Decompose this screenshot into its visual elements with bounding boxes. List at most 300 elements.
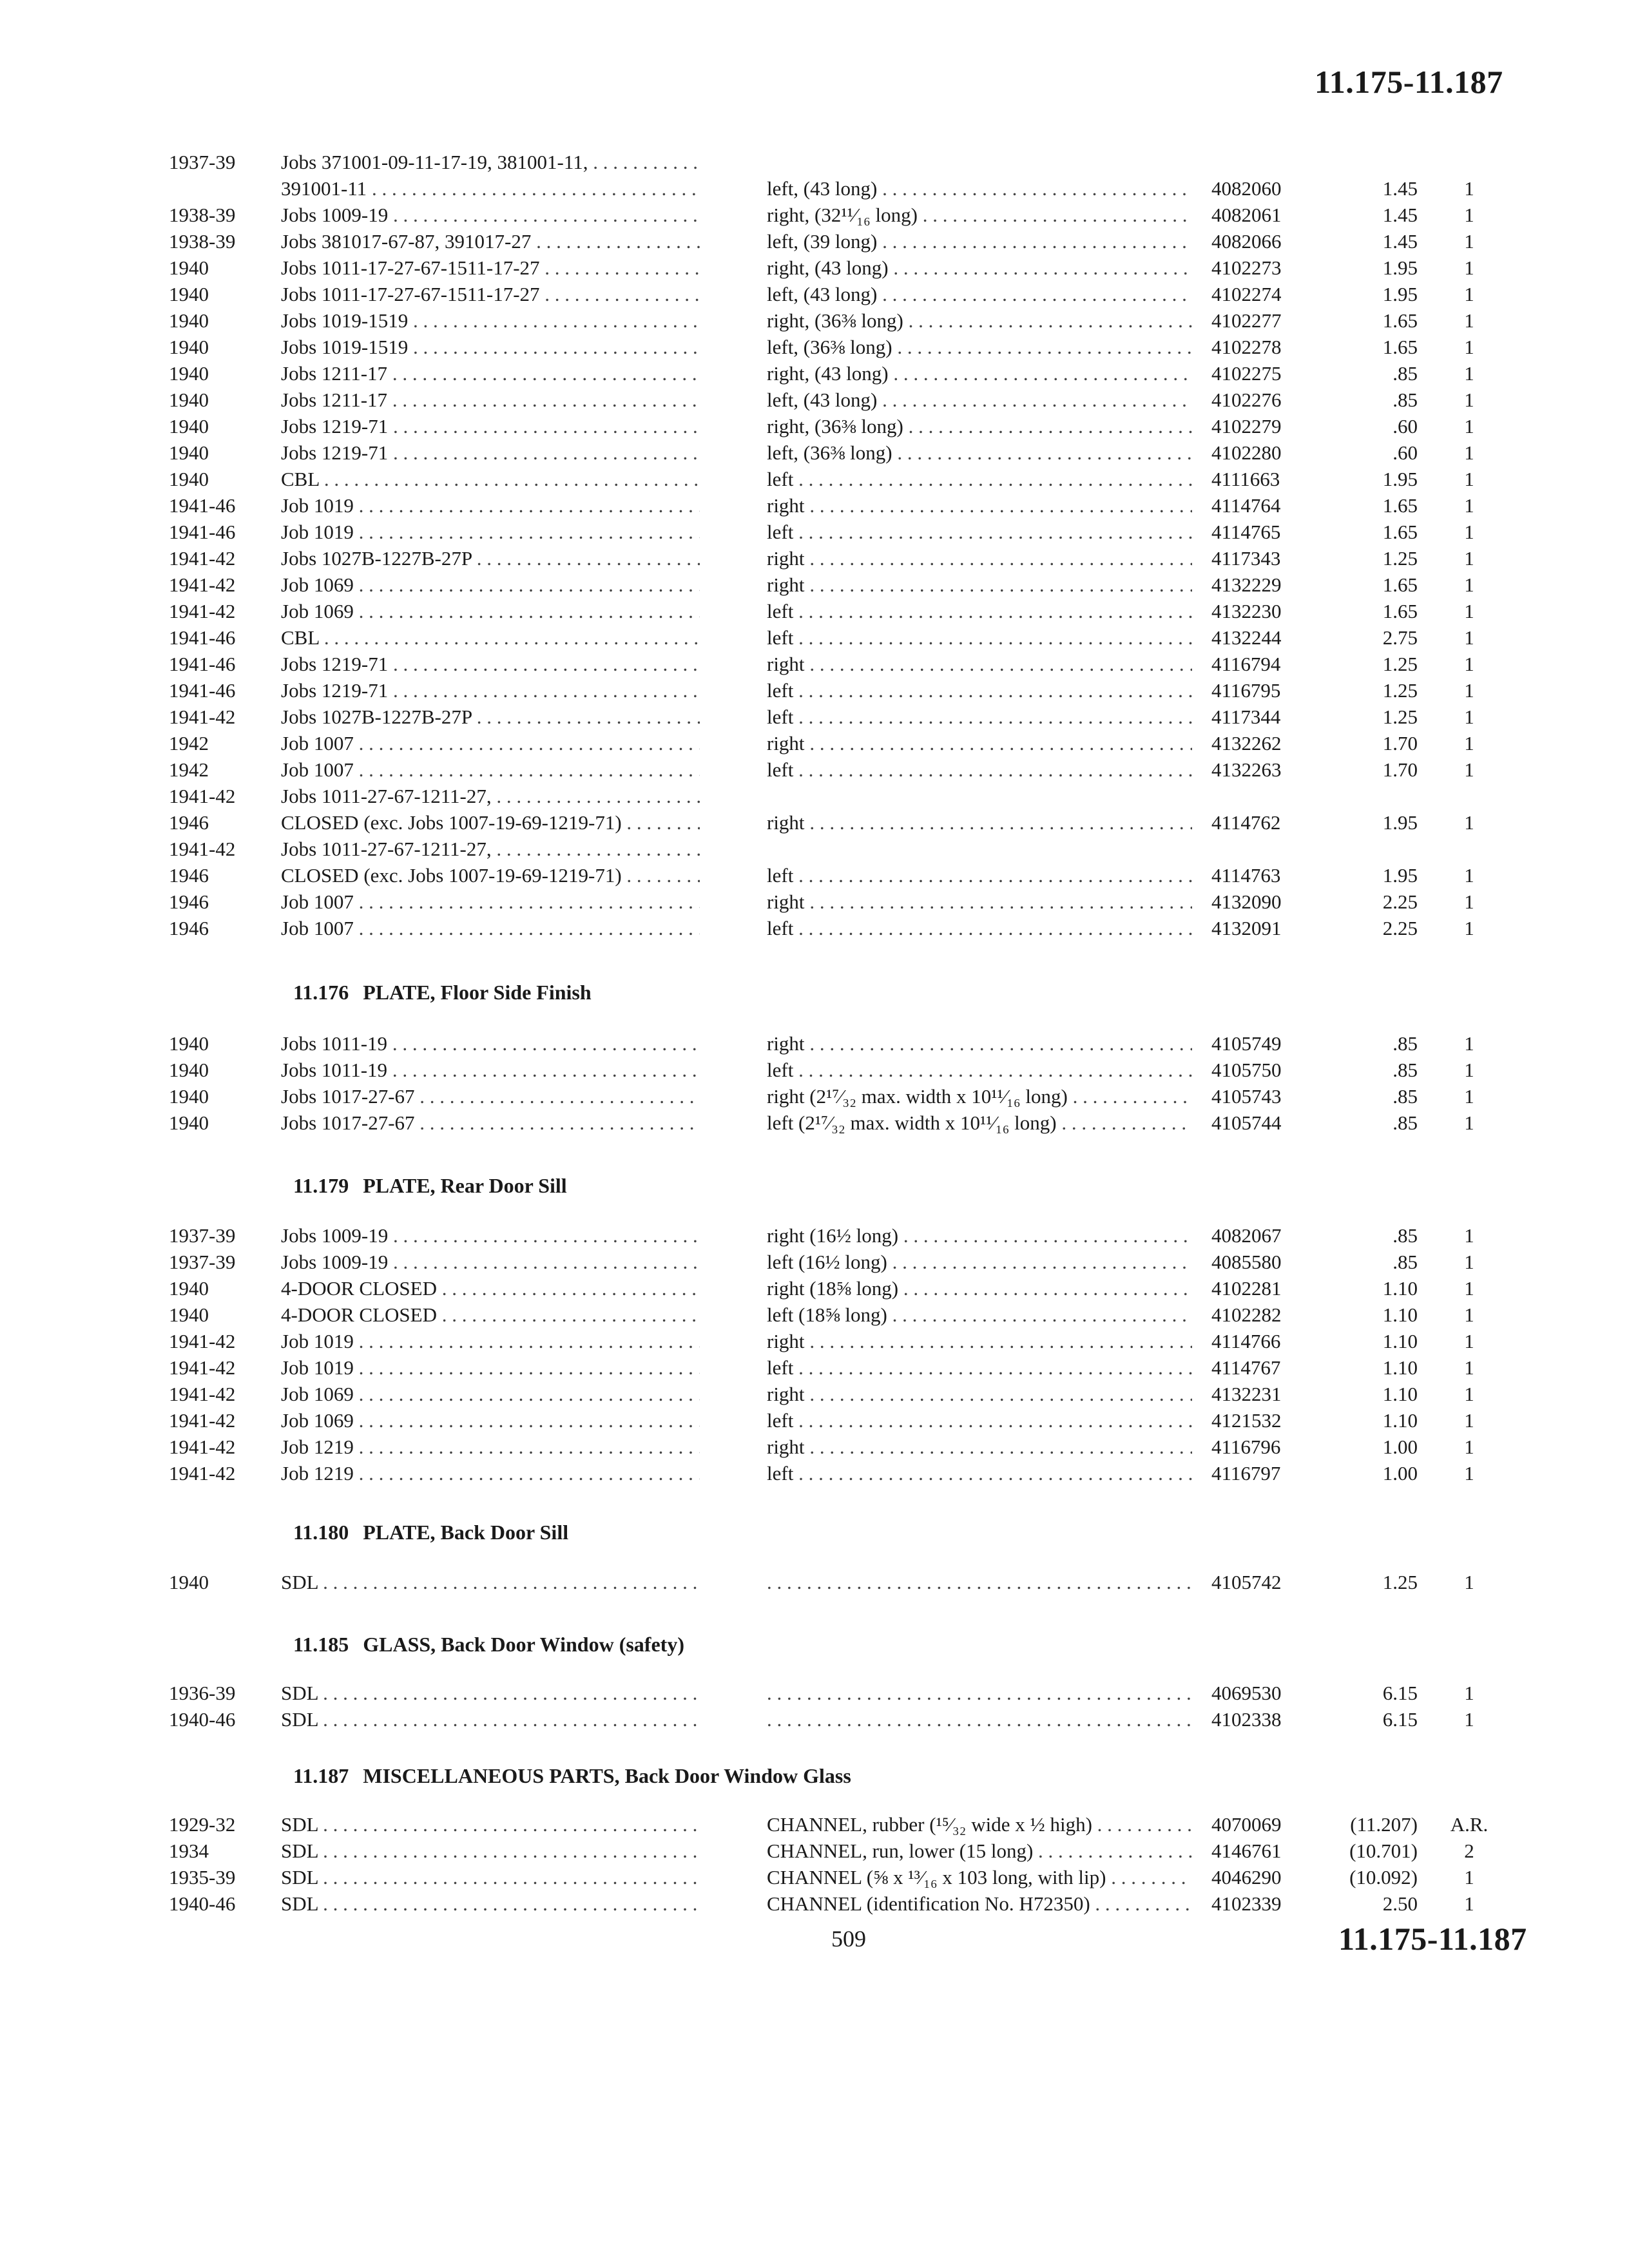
section-number: 11.180 [293, 1521, 349, 1544]
model-years: 1940-46 [169, 1892, 236, 1915]
part-description: right, (43 long) . . . [767, 361, 1192, 387]
application: SDL . . . [281, 1865, 700, 1890]
list-price: 1.10 [1382, 1383, 1418, 1405]
model-years: 1941-42 [169, 573, 236, 596]
model-years: 1941-42 [169, 1462, 236, 1485]
part-description: right . . . [767, 1381, 1192, 1407]
quantity: 1 [1464, 917, 1474, 939]
section-heading-11-187 [293, 1764, 851, 1788]
model-years: 1940 [169, 309, 209, 332]
list-price: 6.15 [1382, 1708, 1418, 1731]
list-price: .60 [1393, 415, 1418, 437]
part-description: CHANNEL (identification No. H72350) . . . [767, 1891, 1192, 1917]
part-description: right, (32¹¹⁄₁₆ long) . . . [767, 202, 1192, 228]
list-price: 1.95 [1382, 811, 1418, 834]
list-price: .85 [1393, 1251, 1418, 1273]
model-years: 1941-46 [169, 521, 236, 543]
list-price: 6.15 [1382, 1682, 1418, 1704]
list-price: 1.70 [1382, 758, 1418, 781]
part-number: 4132091 [1211, 917, 1282, 939]
part-description: right, (43 long) . . . [767, 255, 1192, 281]
model-years: 1937-39 [169, 1251, 236, 1273]
part-number: 4114767 [1211, 1356, 1281, 1379]
list-price: 1.95 [1382, 256, 1418, 279]
quantity: 1 [1464, 1251, 1474, 1273]
model-years: 1941-42 [169, 1383, 236, 1405]
quantity: 1 [1464, 1032, 1474, 1055]
part-number: 4102282 [1211, 1303, 1282, 1326]
part-description: right . . . [767, 493, 1192, 519]
part-description: left (16½ long) . . . [767, 1249, 1192, 1275]
section-heading-11-176 [293, 981, 592, 1004]
quantity: 1 [1464, 204, 1474, 226]
model-years: 1946 [169, 917, 209, 939]
application: SDL . . . [281, 1838, 700, 1864]
part-number: 4046290 [1211, 1866, 1282, 1888]
list-price: 1.10 [1382, 1356, 1418, 1379]
part-number: 4085580 [1211, 1251, 1282, 1273]
part-description: right . . . [767, 810, 1192, 836]
list-price: 1.25 [1382, 547, 1418, 570]
part-number: 4111663 [1211, 468, 1280, 490]
part-description: right . . . [767, 889, 1192, 915]
quantity: 1 [1464, 362, 1474, 385]
application: Job 1007 . . . [281, 916, 700, 941]
quantity: 1 [1464, 1462, 1474, 1485]
part-description: left . . . [767, 1355, 1192, 1381]
part-number: 4105742 [1211, 1571, 1282, 1593]
quantity: 1 [1464, 1892, 1474, 1915]
model-years: 1942 [169, 758, 209, 781]
application: CBL . . . [281, 466, 700, 492]
quantity: 1 [1464, 1356, 1474, 1379]
part-number: 4121532 [1211, 1409, 1282, 1432]
part-number: 4114763 [1211, 864, 1281, 887]
model-years: 1941-42 [169, 1436, 236, 1458]
list-price: 1.25 [1382, 706, 1418, 728]
quantity: 1 [1464, 415, 1474, 437]
list-price: 1.25 [1382, 679, 1418, 702]
list-price: 1.65 [1382, 573, 1418, 596]
part-number: 4102279 [1211, 415, 1282, 437]
list-price: (10.092) [1349, 1866, 1418, 1888]
quantity: 1 [1464, 283, 1474, 305]
quantity: 1 [1464, 1409, 1474, 1432]
quantity: 1 [1464, 1277, 1474, 1300]
model-years: 1940 [169, 1303, 209, 1326]
quantity: 1 [1464, 256, 1474, 279]
list-price: 1.95 [1382, 283, 1418, 305]
model-years: 1941-46 [169, 626, 236, 649]
application: Job 1019 . . . [281, 1355, 700, 1381]
section-title: GLASS, Back Door Window (safety) [363, 1633, 684, 1656]
application: Jobs 1017-27-67 . . . [281, 1084, 700, 1110]
quantity: 1 [1464, 1303, 1474, 1326]
part-number: 4132262 [1211, 732, 1282, 754]
part-description: right . . . [767, 651, 1192, 677]
model-years: 1938-39 [169, 230, 236, 253]
part-description: left . . . [767, 757, 1192, 783]
model-years: 1938-39 [169, 204, 236, 226]
part-number: 4102276 [1211, 389, 1282, 411]
part-description: left . . . [767, 863, 1192, 889]
part-description: left . . . [767, 519, 1192, 545]
list-price: 1.65 [1382, 336, 1418, 358]
quantity: 1 [1464, 1085, 1474, 1108]
part-description: left . . . [767, 916, 1192, 941]
application: Jobs 371001-09-11-17-19, 381001-11, . . . [281, 149, 700, 175]
model-years: 1941-46 [169, 494, 236, 517]
quantity: 1 [1464, 1436, 1474, 1458]
list-price: 1.00 [1382, 1436, 1418, 1458]
application: Job 1069 . . . [281, 1381, 700, 1407]
model-years: 1942 [169, 732, 209, 754]
list-price: 1.25 [1382, 1571, 1418, 1593]
application: Jobs 1211-17 . . . [281, 361, 700, 387]
part-number: 4132230 [1211, 600, 1282, 622]
part-number: 4132263 [1211, 758, 1282, 781]
part-number: 4102281 [1211, 1277, 1282, 1300]
application: Jobs 1011-17-27-67-1511-17-27 . . . [281, 282, 700, 307]
part-description: left (18⅝ long) . . . [767, 1302, 1192, 1328]
quantity: 1 [1464, 679, 1474, 702]
part-description [767, 1570, 1192, 1595]
quantity: 1 [1464, 864, 1474, 887]
part-number: 4102278 [1211, 336, 1282, 358]
list-price: 2.25 [1382, 917, 1418, 939]
application: Jobs 1011-27-67-1211-27, . . . [281, 836, 700, 862]
quantity: 1 [1464, 626, 1474, 649]
list-price: .60 [1393, 441, 1418, 464]
quantity: 1 [1464, 494, 1474, 517]
part-number: 4114762 [1211, 811, 1281, 834]
part-description [767, 1680, 1192, 1706]
list-price: 1.45 [1382, 230, 1418, 253]
list-price: (10.701) [1349, 1840, 1418, 1862]
part-description: left, (43 long) . . . [767, 387, 1192, 413]
part-description: left . . . [767, 678, 1192, 704]
part-description: left, (36⅜ long) . . . [767, 440, 1192, 466]
model-years: 1941-42 [169, 1330, 236, 1352]
list-price: 1.10 [1382, 1303, 1418, 1326]
part-description: left, (43 long) . . . [767, 176, 1192, 202]
list-price: 1.45 [1382, 177, 1418, 200]
part-description: right (18⅝ long) . . . [767, 1276, 1192, 1302]
model-years: 1946 [169, 890, 209, 913]
application: Jobs 1011-19 . . . [281, 1057, 700, 1083]
model-years: 1929-32 [169, 1813, 236, 1836]
section-heading-11-185 [293, 1633, 684, 1657]
application: Job 1019 . . . [281, 493, 700, 519]
list-price: 1.00 [1382, 1462, 1418, 1485]
page-reference-bottom: 11.175-11.187 [1338, 1921, 1527, 1957]
model-years: 1941-42 [169, 1409, 236, 1432]
model-years: 1941-42 [169, 706, 236, 728]
quantity: 1 [1464, 230, 1474, 253]
model-years: 1940-46 [169, 1708, 236, 1731]
part-number: 4132229 [1211, 573, 1282, 596]
application: Jobs 1019-1519 . . . [281, 334, 700, 360]
part-description: right . . . [767, 572, 1192, 598]
list-price: .85 [1393, 389, 1418, 411]
quantity: 1 [1464, 1866, 1474, 1888]
application: Jobs 1019-1519 . . . [281, 308, 700, 334]
list-price: .85 [1393, 1111, 1418, 1134]
application: Jobs 1011-17-27-67-1511-17-27 . . . [281, 255, 700, 281]
part-description: left . . . [767, 1057, 1192, 1083]
quantity: 1 [1464, 732, 1474, 754]
part-number: 4102339 [1211, 1892, 1282, 1915]
application-continued: CLOSED (exc. Jobs 1007-19-69-1219-71) . . . [281, 863, 700, 889]
application: Job 1007 . . . [281, 757, 700, 783]
quantity: 1 [1464, 1224, 1474, 1247]
list-price: 2.50 [1382, 1892, 1418, 1915]
application: Jobs 1219-71 . . . [281, 651, 700, 677]
application: Jobs 1011-27-67-1211-27, . . . [281, 783, 700, 809]
quantity: 1 [1464, 1111, 1474, 1134]
list-price: 1.10 [1382, 1330, 1418, 1352]
quantity: 1 [1464, 441, 1474, 464]
quantity: 1 [1464, 177, 1474, 200]
part-description: right . . . [767, 1329, 1192, 1354]
application: Jobs 1017-27-67 . . . [281, 1110, 700, 1136]
application: SDL . . . [281, 1680, 700, 1706]
model-years: 1941-42 [169, 547, 236, 570]
application: Job 1069 . . . [281, 1408, 700, 1434]
application: Jobs 1011-19 . . . [281, 1031, 700, 1057]
model-years: 1940 [169, 362, 209, 385]
part-number: 4070069 [1211, 1813, 1282, 1836]
list-price: (11.207) [1350, 1813, 1418, 1836]
quantity: 1 [1464, 1571, 1474, 1593]
part-number: 4132244 [1211, 626, 1282, 649]
list-price: 1.65 [1382, 494, 1418, 517]
quantity: 1 [1464, 653, 1474, 675]
part-description: right (16½ long) . . . [767, 1223, 1192, 1249]
model-years: 1941-42 [169, 838, 236, 860]
model-years: 1946 [169, 811, 209, 834]
section-number: 11.187 [293, 1764, 349, 1787]
model-years: 1940 [169, 1277, 209, 1300]
part-number: 4114764 [1211, 494, 1281, 517]
list-price: .85 [1393, 362, 1418, 385]
section-heading-11-180 [293, 1521, 568, 1544]
model-years: 1940 [169, 1085, 209, 1108]
part-number: 4105749 [1211, 1032, 1282, 1055]
part-number: 4116796 [1211, 1436, 1281, 1458]
list-price: .85 [1393, 1032, 1418, 1055]
part-number: 4116797 [1211, 1462, 1281, 1485]
part-description: left, (43 long) . . . [767, 282, 1192, 307]
model-years: 1937-39 [169, 151, 236, 173]
model-years: 1941-46 [169, 653, 236, 675]
part-description: right . . . [767, 1434, 1192, 1460]
part-description: left . . . [767, 1408, 1192, 1434]
list-price: 2.75 [1382, 626, 1418, 649]
application: Jobs 1009-19 . . . [281, 1249, 700, 1275]
application-continued: 391001-11 . . . [281, 176, 700, 202]
part-description: right (2¹⁷⁄₃₂ max. width x 10¹¹⁄₁₆ long) . . . [767, 1084, 1192, 1110]
application: 4-DOOR CLOSED . . . [281, 1302, 700, 1328]
part-description: left . . . [767, 625, 1192, 651]
section-title: MISCELLANEOUS PARTS, Back Door Window Glass [363, 1764, 851, 1787]
section-title: PLATE, Back Door Sill [363, 1521, 569, 1544]
part-description: left, (36⅜ long) . . . [767, 334, 1192, 360]
part-description: left . . . [767, 704, 1192, 730]
quantity: 1 [1464, 309, 1474, 332]
application: Job 1007 . . . [281, 889, 700, 915]
quantity: 1 [1464, 890, 1474, 913]
application: 4-DOOR CLOSED . . . [281, 1276, 700, 1302]
quantity: 1 [1464, 547, 1474, 570]
part-number: 4105750 [1211, 1059, 1282, 1081]
quantity: 1 [1464, 336, 1474, 358]
part-number: 4105743 [1211, 1085, 1282, 1108]
part-number: 4102280 [1211, 441, 1282, 464]
application: Jobs 1219-71 . . . [281, 678, 700, 704]
part-description: right . . . [767, 731, 1192, 756]
part-number: 4069530 [1211, 1682, 1282, 1704]
part-description: CHANNEL, rubber (¹⁵⁄₃₂ wide x ½ high) . . . [767, 1812, 1192, 1838]
quantity: 1 [1464, 811, 1474, 834]
model-years: 1940 [169, 1032, 209, 1055]
model-years: 1937-39 [169, 1224, 236, 1247]
model-years: 1940 [169, 1111, 209, 1134]
list-price: 1.45 [1382, 204, 1418, 226]
application: Jobs 1211-17 . . . [281, 387, 700, 413]
quantity: 1 [1464, 1682, 1474, 1704]
list-price: 1.25 [1382, 653, 1418, 675]
part-number: 4102338 [1211, 1708, 1282, 1731]
quantity: A.R. [1450, 1813, 1489, 1836]
model-years: 1936-39 [169, 1682, 236, 1704]
part-number: 4102274 [1211, 283, 1282, 305]
model-years: 1940 [169, 389, 209, 411]
model-years: 1941-42 [169, 785, 236, 807]
application: Jobs 381017-67-87, 391017-27 . . . [281, 229, 700, 255]
part-description: left . . . [767, 466, 1192, 492]
application: Job 1069 . . . [281, 599, 700, 624]
part-description: left . . . [767, 1461, 1192, 1486]
list-price: 1.10 [1382, 1277, 1418, 1300]
list-price: 1.10 [1382, 1409, 1418, 1432]
list-price: 1.95 [1382, 864, 1418, 887]
part-description: CHANNEL, run, lower (15 long) . . . [767, 1838, 1192, 1864]
part-number: 4117344 [1211, 706, 1281, 728]
model-years: 1935-39 [169, 1866, 236, 1888]
model-years: 1940 [169, 468, 209, 490]
part-number: 4114765 [1211, 521, 1281, 543]
quantity: 1 [1464, 389, 1474, 411]
section-number: 11.185 [293, 1633, 349, 1656]
application: SDL . . . [281, 1707, 700, 1733]
list-price: 1.65 [1382, 309, 1418, 332]
part-number: 4102275 [1211, 362, 1282, 385]
model-years: 1940 [169, 256, 209, 279]
application: CBL . . . [281, 625, 700, 651]
section-number: 11.176 [293, 981, 349, 1004]
model-years: 1940 [169, 1059, 209, 1081]
quantity: 1 [1464, 1059, 1474, 1081]
model-years: 1941-46 [169, 679, 236, 702]
application: Jobs 1027B-1227B-27P . . . [281, 704, 700, 730]
application: Job 1019 . . . [281, 519, 700, 545]
page-number: 509 [831, 1926, 866, 1952]
quantity: 1 [1464, 1708, 1474, 1731]
part-description: left (2¹⁷⁄₃₂ max. width x 10¹¹⁄₁₆ long) . . . [767, 1110, 1192, 1136]
application: Jobs 1009-19 . . . [281, 1223, 700, 1249]
part-number: 4102273 [1211, 256, 1282, 279]
quantity: 1 [1464, 468, 1474, 490]
model-years: 1940 [169, 441, 209, 464]
model-years: 1940 [169, 336, 209, 358]
application: SDL . . . [281, 1570, 700, 1595]
list-price: 2.25 [1382, 890, 1418, 913]
section-title: PLATE, Rear Door Sill [363, 1174, 567, 1197]
quantity: 1 [1464, 573, 1474, 596]
part-description: right . . . [767, 546, 1192, 572]
part-description: right, (36⅜ long) . . . [767, 308, 1192, 334]
part-description: right . . . [767, 1031, 1192, 1057]
part-number: 4146761 [1211, 1840, 1282, 1862]
application: Jobs 1009-19 . . . [281, 202, 700, 228]
part-number: 4102277 [1211, 309, 1282, 332]
part-number: 4116794 [1211, 653, 1281, 675]
application: Job 1019 . . . [281, 1329, 700, 1354]
list-price: .85 [1393, 1224, 1418, 1247]
part-number: 4117343 [1211, 547, 1281, 570]
quantity: 1 [1464, 521, 1474, 543]
model-years: 1940 [169, 283, 209, 305]
application: Jobs 1219-71 . . . [281, 440, 700, 466]
list-price: 1.65 [1382, 521, 1418, 543]
part-description: CHANNEL (⅝ x ¹³⁄₁₆ x 103 long, with lip) . . . [767, 1865, 1192, 1890]
application: Jobs 1219-71 . . . [281, 414, 700, 439]
part-description: left, (39 long) . . . [767, 229, 1192, 255]
part-number: 4105744 [1211, 1111, 1282, 1134]
part-description: left . . . [767, 599, 1192, 624]
application-continued: CLOSED (exc. Jobs 1007-19-69-1219-71) . . . [281, 810, 700, 836]
quantity: 2 [1464, 1840, 1474, 1862]
section-number: 11.179 [293, 1174, 349, 1197]
part-number: 4132090 [1211, 890, 1282, 913]
model-years: 1941-42 [169, 1356, 236, 1379]
application: Job 1007 . . . [281, 731, 700, 756]
part-number: 4116795 [1211, 679, 1281, 702]
application: Job 1069 . . . [281, 572, 700, 598]
quantity: 1 [1464, 1330, 1474, 1352]
page-reference-top: 11.175-11.187 [1315, 64, 1503, 100]
part-number: 4082067 [1211, 1224, 1282, 1247]
part-number: 4082066 [1211, 230, 1282, 253]
application: Job 1219 . . . [281, 1434, 700, 1460]
model-years: 1946 [169, 864, 209, 887]
part-number: 4114766 [1211, 1330, 1281, 1352]
part-number: 4082060 [1211, 177, 1282, 200]
model-years: 1940 [169, 415, 209, 437]
part-number: 4132231 [1211, 1383, 1282, 1405]
quantity: 1 [1464, 706, 1474, 728]
quantity: 1 [1464, 758, 1474, 781]
application: SDL . . . [281, 1812, 700, 1838]
section-title: PLATE, Floor Side Finish [363, 981, 592, 1004]
model-years: 1934 [169, 1840, 209, 1862]
part-description [767, 1707, 1192, 1733]
application: Job 1219 . . . [281, 1461, 700, 1486]
quantity: 1 [1464, 1383, 1474, 1405]
application: Jobs 1027B-1227B-27P . . . [281, 546, 700, 572]
application: SDL . . . [281, 1891, 700, 1917]
